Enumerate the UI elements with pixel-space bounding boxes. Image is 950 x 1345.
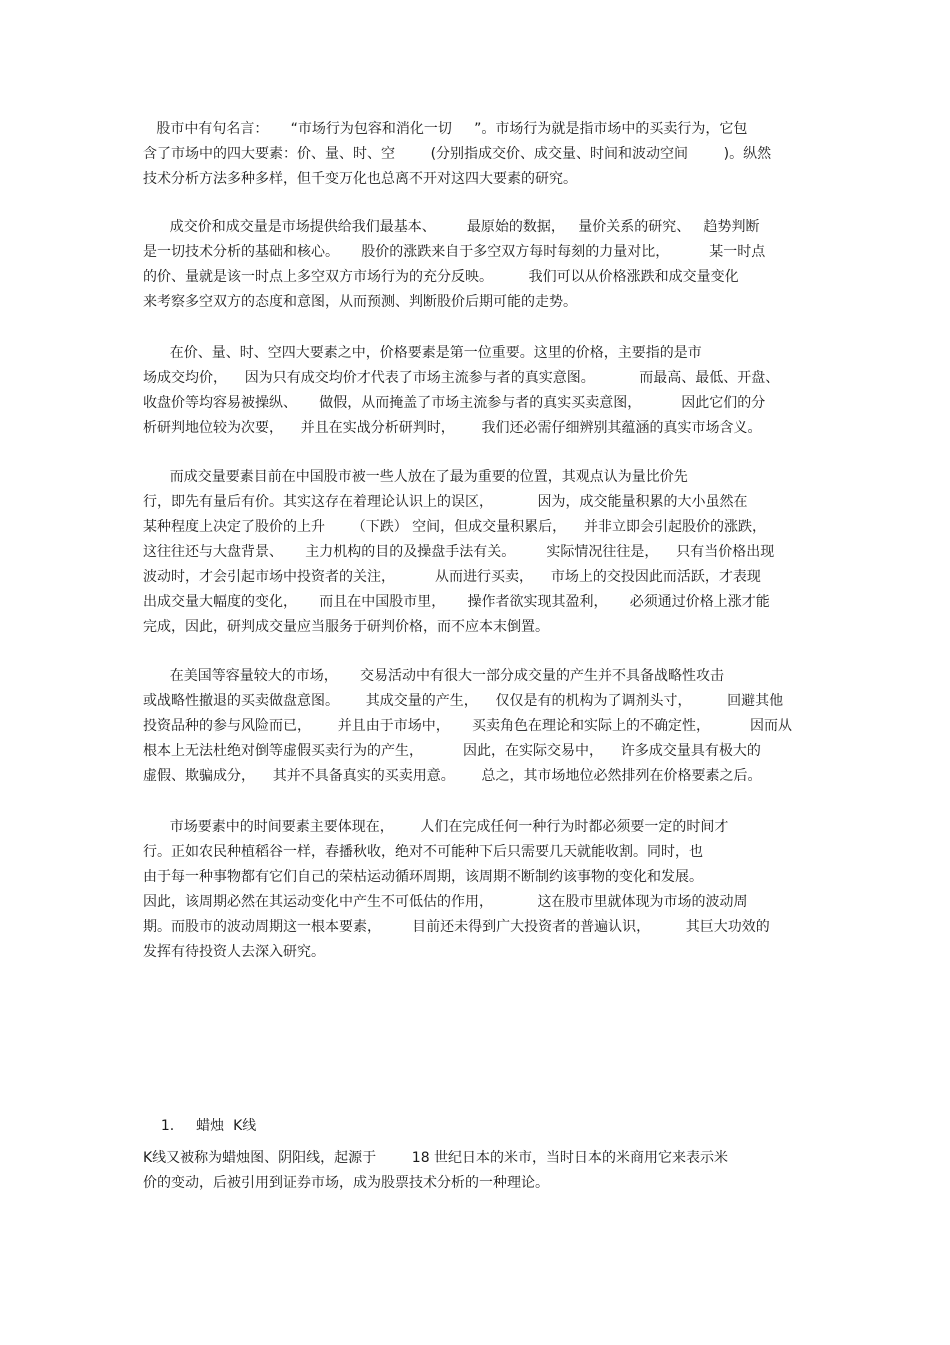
paragraph-5-line-1: 在美国等容量较大的市场， 交易活动中有很大一部分成交量的产生并不具备战略性攻击: [143, 668, 724, 684]
paragraph-6-line-6: 发挥有待投资人去深入研究。: [143, 944, 325, 960]
paragraph-4-line-1: 而成交量要素目前在中国股市被一些人放在了最为重要的位置，其观点认为量比价先: [143, 469, 688, 485]
paragraph-3-line-4: 析研判地位较为次要， 并且在实战分析研判时， 我们还必需仔细辨别其蕴涵的真实市场含义。: [143, 420, 762, 436]
kline-paragraph-line-2: 价的变动，后被引用到证券市场，成为股票技术分析的一种理论。: [143, 1175, 549, 1191]
paragraph-4-line-3: 某种程度上决定了股价的上升 （下跌） 空间，但成交量积累后， 并非立即会引起股价的涨跌，: [143, 519, 766, 535]
paragraph-6-line-4: 因此，该周期必然在其运动变化中产生不可低估的作用， 这在股市里就体现为市场的波动周: [143, 894, 748, 910]
section-heading: [143, 1096, 256, 1156]
paragraph-5-line-4: 根本上无法杜绝对倒等虚假买卖行为的产生， 因此，在实际交易中， 许多成交量具有极大的: [143, 743, 761, 759]
paragraph-2-line-3: 的价、量就是该一时点上多空双方市场行为的充分反映。 我们可以从价格涨跌和成交量变化: [143, 269, 739, 285]
paragraph-4-line-7: 完成，因此，研判成交量应当服务于研判价格，而不应本末倒置。: [143, 619, 549, 635]
paragraph-4-line-2: 行，即先有量后有价。其实这存在着理论认识上的误区， 因为，成交能量积累的大小虽然在: [143, 494, 748, 510]
paragraph-3-line-1: 在价、量、时、空四大要素之中，价格要素是第一位重要。这里的价格，主要指的是市: [143, 345, 702, 361]
paragraph-6-line-2: 行。正如农民种植稻谷一样，春播秋收，绝对不可能种下后只需要几天就能收割。同时，也: [143, 844, 703, 860]
paragraph-5-line-3: 投资品种的参与风险而已， 并且由于市场中， 买卖角色在理论和实际上的不确定性， 因而从: [143, 718, 793, 734]
paragraph-2-line-2: 是一切技术分析的基础和核心。 股价的涨跌来自于多空双方每时每刻的力量对比， 某一时点: [143, 244, 766, 260]
kline-paragraph-line-1: K线又被称为蜡烛图、阴阳线，起源于 18 世纪日本的米市，当时日本的米商用它来表示米: [143, 1150, 729, 1166]
paragraph-6-line-1: 市场要素中的时间要素主要体现在， 人们在完成任何一种行为时都必须要一定的时间才: [143, 819, 729, 835]
paragraph-4-line-6: 出成交量大幅度的变化， 而且在中国股市里， 操作者欲实现其盈利， 必须通过价格上涨才能: [143, 594, 770, 610]
paragraph-3-line-3: 收盘价等均容易被操纵、 做假，从而掩盖了市场主流参与者的真实买卖意图， 因此它们的分: [143, 395, 766, 411]
paragraph-4-line-4: 这往往还与大盘背景、 主力机构的目的及操盘手法有关。 实际情况往往是， 只有当价格出现: [143, 544, 775, 560]
paragraph-5-line-5: 虚假、欺骗成分， 其并不具备真实的买卖用意。 总之，其市场地位必然排列在价格要素之后。: [143, 768, 762, 784]
paragraph-5-line-2: 或战略性撤退的买卖做盘意图。 其成交量的产生， 仅仅是有的机构为了调剂头寸， 回避其他: [143, 693, 784, 709]
paragraph-1-line-3: 技术分析方法多种多样，但千变万化也总离不开对这四大要素的研究。: [143, 171, 577, 187]
section-number: 1.: [160, 1118, 175, 1134]
paragraph-2-line-1: 成交价和成交量是市场提供给我们最基本、 最原始的数据， 量价关系的研究、 趋势判断: [143, 219, 760, 235]
paragraph-1-line-1: 股市中有句名言： “市场行为包容和消化一切 ”。市场行为就是指市场中的买卖行为，它包: [143, 121, 748, 137]
paragraph-2-line-4: 来考察多空双方的态度和意图，从而预测、判断股价后期可能的走势。: [143, 294, 577, 310]
paragraph-3-line-2: 场成交均价， 因为只有成交均价才代表了市场主流参与者的真实意图。 而最高、最低、开盘、: [143, 370, 780, 386]
paragraph-6-line-3: 由于每一种事物都有它们自己的荣枯运动循环周期，该周期不断制约该事物的变化和发展。: [143, 869, 703, 885]
section-title: 蜡烛 K线: [196, 1118, 257, 1134]
paragraph-4-line-5: 波动时，才会引起市场中投资者的关注， 从而进行买卖， 市场上的交投因此而活跃，才表现: [143, 569, 761, 585]
paragraph-6-line-5: 期。而股市的波动周期这一根本要素， 目前还未得到广大投资者的普遍认识， 其巨大功效的: [143, 919, 770, 935]
paragraph-1-line-2: 含了市场中的四大要素：价、量、时、空 (分别指成交价、成交量、时间和波动空间 )。纵然: [143, 146, 772, 162]
